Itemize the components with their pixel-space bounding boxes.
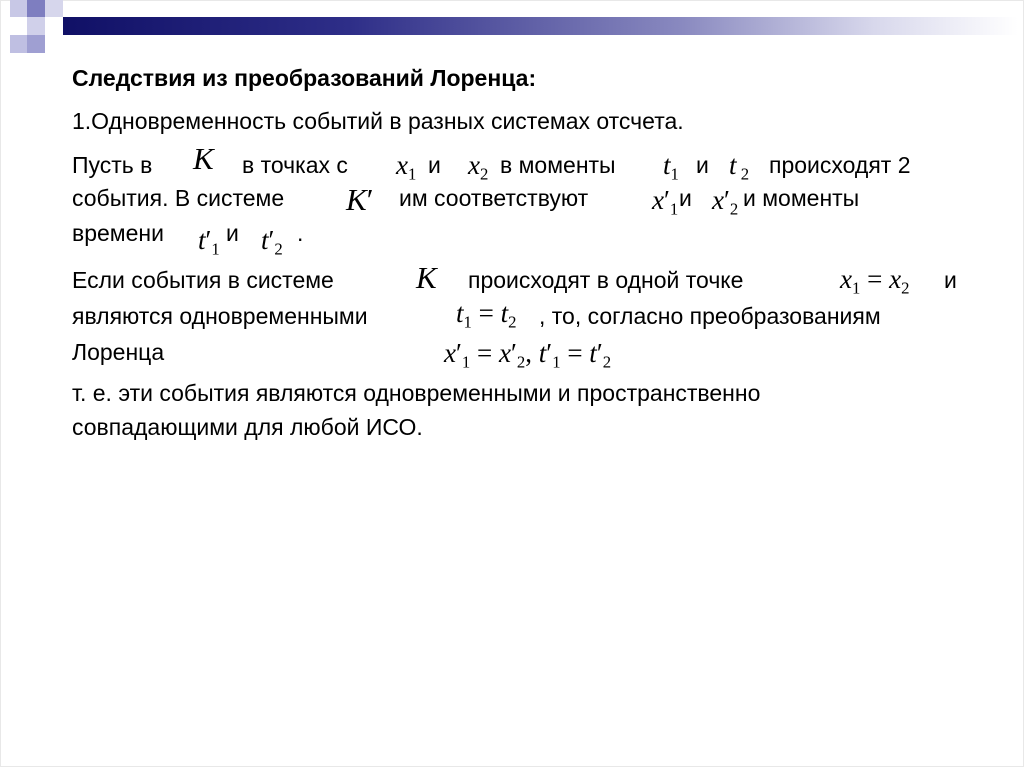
header-square (27, 35, 45, 53)
p2-text: являются одновременными (72, 303, 368, 329)
math-x2-prime: $x'_2$ (712, 185, 739, 219)
p2-text: , то, согласно преобразованиям (539, 303, 881, 329)
math-x1-eq-x2: $x_1 = x_2$ (840, 264, 910, 298)
math-t1-prime: $t'_1$ (198, 225, 220, 259)
math-t1-eq-t2: $t_1 = t_2$ (456, 298, 517, 332)
p1-text: происходят 2 (769, 152, 911, 178)
p3-line-2: совпадающими для любой ИСО. (72, 414, 423, 440)
math-t2-prime: $t'_2$ (261, 225, 283, 259)
p1-text: им соответствуют (399, 185, 589, 211)
header-square (27, 0, 45, 17)
p1-text: Пусть в (72, 152, 153, 178)
slide-heading: Следствия из преобразований Лоренца: (72, 65, 537, 91)
math-K-prime: K′ (346, 182, 374, 217)
p1-text: . (297, 220, 304, 246)
p2-text: происходят в одной точке (468, 267, 744, 293)
math-K: K (416, 260, 437, 295)
p1-text: и (428, 152, 441, 178)
header-square (45, 0, 63, 17)
math-K: K (193, 141, 214, 176)
p1-text: и (226, 220, 239, 246)
header-square (27, 17, 45, 35)
item-1-text: 1.Одновременность событий в разных системах отсчета. (72, 108, 684, 134)
p1-text: и моменты (743, 185, 860, 211)
header-square (10, 0, 27, 17)
p1-text: события. В системе (72, 185, 285, 211)
math-primed-equalities: $x'_1 = x'_2$, $t'_1 = t'_2$ (444, 338, 612, 372)
math-t2: t $_2$ (729, 150, 750, 184)
header-square (10, 35, 27, 53)
math-x1-prime: $x'_1$ (652, 185, 679, 219)
p2-text: Лоренца (72, 339, 165, 365)
p1-text: в моменты (500, 152, 616, 178)
p1-text: в точках с (242, 152, 348, 178)
math-x1: $x_1$ (396, 150, 417, 184)
p1-text: времени (72, 220, 164, 246)
header-gradient-bar (63, 17, 1018, 35)
p1-text: и (679, 185, 692, 211)
p2-text: и (944, 267, 957, 293)
p2-text: Если события в системе (72, 267, 334, 293)
math-x2: $x_2$ (468, 150, 489, 184)
math-t1: $t_1$ (663, 150, 679, 184)
p3-line-1: т. е. эти события являются одновременными и пространственно (72, 380, 761, 406)
p1-text: и (696, 152, 709, 178)
